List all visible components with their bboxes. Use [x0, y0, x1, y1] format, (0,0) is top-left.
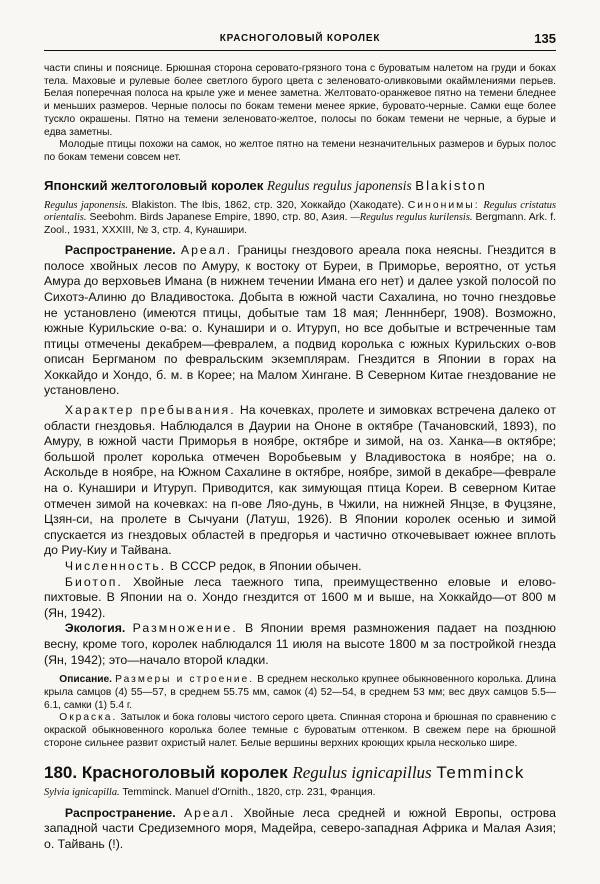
species-range-label: Ареал.	[183, 805, 236, 820]
measurements-text: В среднем несколько крупнее обыкновенного королька. Длина крыла самцов (4) 55—57, в среднем 55.75 мм, самок (4) 52—54, в среднем 53 мм; вес двух самцов 5.5—6.1, самки (1) 5.4 г.	[44, 674, 556, 711]
species-name-lat: Regulus ignicapillus	[292, 763, 432, 783]
abundance-paragraph	[44, 559, 556, 575]
synonyms-label: Синонимы:	[407, 199, 480, 211]
ecology-label: Экология.	[64, 621, 126, 636]
subspecies-description	[44, 674, 556, 750]
coloration-paragraph	[44, 712, 556, 750]
species-name-ru: Красноголовый королек	[81, 763, 288, 783]
biotope-label: Биотоп.	[64, 574, 123, 589]
description-continued-paragraph: части спины и пояснице. Брюшная сторона серовато-грязного тона с буроватым налетом на груди и боках тела. Маховые и рулевые более светлого бурого цвета с зеленовато-оливковыми окаймлениями перьев. Белая поперечная полоса на крыле уже и менее заметна. Желтовато-оранжевое пятно на темени бледнее и меньших размеров. Черные полосы по бокам темени менее яркие, буровато-черные. Самки еще более тускло окрашены. Пятно на темени зеленовато-желтое, полосы по бокам темени не черные, а бурые и едва заметны.	[44, 63, 556, 138]
range-label: Ареал.	[180, 243, 233, 258]
ecology-paragraph	[44, 621, 556, 668]
stay-text: На кочевках, пролете и зимовках встречена далеко от области гнездовья. Наблюдался в Даурии на Ононе в октябре (Тачановский, 1893), по Амуру, в южной части Приморья в ноябре, октябре и зимой, на оз. Ханка—в октябре; большой пролет королька отмечен Воробьевым у Владивостока в ноябре; на о. Аскольде в ноябре, на Южном Сахалине в октябре, ноябре, зимой в декабре—феврале на о. Кунашири и Итуруп. Приводится, как зимующая птица Кореи. В северном Китае отмечен зимой на кочевках: на п-ове Ляо-дунь, в Чжили, на нижней Янцзе, в Фуцзяне, Цзян-си, на пролете в Сычуани (Латуш, 1926). В Японии королек осенью и зимой спускается из гнездовых областей в предгорья и частично откочевывает южнее вплоть до Риу-Киу и Тайвана.	[44, 403, 557, 558]
subspecies-synonymy	[44, 200, 556, 238]
stay-label: Характер пребывания.	[64, 403, 236, 418]
species-synonym-ref: Temminck. Manuel d'Ornith., 1820, стр. 231, Франция.	[122, 787, 376, 799]
species-synonym-name: Sylvia ignicapilla.	[44, 787, 120, 799]
measurements-label: Размеры и строение.	[115, 674, 255, 686]
species-distribution-label: Распространение.	[64, 805, 176, 820]
subspecies-name-lat: Regulus regulus japonensis	[267, 177, 412, 193]
synonym-2-ref: Bergmann. Ark. f. Zool., 1931, XXXIII, № 3, стр. 4, Кунашири.	[44, 212, 557, 236]
description-label: Описание.	[59, 674, 113, 686]
coloration-label: Окраска.	[59, 712, 118, 724]
page-number: 135	[534, 31, 556, 46]
juvenile-paragraph: Молодые птицы похожи на самок, но желтое пятно на темени незначительных размеров и бурых полос по бокам темени совсем нет.	[44, 139, 556, 163]
synonym-1-name: Regulus cristatus orientalis.	[44, 199, 557, 224]
subspecies-name-ru: Японский желтоголовый королек	[44, 177, 264, 193]
species-body	[44, 806, 556, 853]
running-header	[44, 30, 556, 51]
abundance-label: Численность.	[64, 559, 167, 573]
synonym-1-ref: Seebohm. Birds Japanese Empire, 1890, стр. 80, Азия.	[89, 212, 348, 224]
species-heading	[44, 762, 556, 783]
stay-paragraph	[44, 403, 556, 559]
synonym-original-name: Regulus japonensis.	[44, 199, 128, 211]
abundance-text: В СССР редок, в Японии обычен.	[169, 559, 362, 573]
ecology-text: В Японии время размножения падает на позднюю весну, кроме того, королек наблюдался 11 июля на высоте 1800 м за постройкой гнезда (Ян, 1942); это—начало второй кладки.	[44, 621, 556, 667]
continued-description	[44, 63, 556, 165]
coloration-text: Затылок и бока головы чистого серого цвета. Спинная сторона и брюшная по сравнению с окраской обыкновенного королька более темные с буроватым оттенком. В свежем пере на брюшной стороне сильнее развит охристый налет. Белые вершины верхних кроющих крыла несколько шире.	[44, 712, 556, 749]
species-distribution-paragraph	[44, 806, 556, 853]
synonym-2-name: —Regulus regulus kurilensis.	[350, 212, 473, 224]
biotope-paragraph	[44, 575, 556, 622]
distribution-text: Границы гнездового ареала пока неясны. Гнездится в полосе хвойных лесов по Амуру, к востоку от Буреи, в Приморье, вероятно, от устья Амура до верховьев Имана (в нижнем течении Имана его нет) и далее узкой полосой по Сихотэ-Алиню до Владивостока. Добыта в южной части Сахалина, но точно гнездовье не установлено (имеются птицы, добытые там 18 мая; Ленннберг, 1908). Возможно, южные Курильские о-ва: о. Кунашири и о. Итуруп, но все добытые и встреченные там птицы отмечены декабрем—февралем, а подвид королька с южных Курильских о-вов описан Бергманом по февральским экземплярам. Гнездится в Японии в горах на Хоккайдо и Хондо, б. м. в Корее; на Малом Хингане. В Северном Китае гнездование не установлено.	[44, 243, 557, 398]
subspecies-author: Blakiston	[415, 177, 487, 193]
breeding-label: Размножение.	[132, 621, 238, 636]
species-distribution-text: Хвойные леса средней и южной Европы, острова западной части Средиземного моря, Мадейра, северо-западная Африка и Малая Азия; о. Тайвань (!).	[44, 805, 556, 852]
species-number: 180.	[44, 763, 78, 783]
book-page	[44, 30, 556, 853]
subspecies-body	[44, 243, 556, 668]
species-synonymy	[44, 787, 556, 800]
running-title: КРАСНОГОЛОВЫЙ КОРОЛЕК	[219, 33, 381, 44]
biotope-text: Хвойные леса таежного типа, преимущественно еловые и елово-пихтовые. В Японии на о. Хондо гнездится от 1600 м и выше, на Хоккайдо—от 800 м (Ян, 1942).	[44, 574, 557, 620]
measurements-paragraph	[44, 674, 556, 712]
distribution-paragraph	[44, 243, 556, 399]
subspecies-heading	[44, 178, 556, 194]
synonym-original-ref: Blakiston. The Ibis, 1862, стр. 320, Хоккайдо (Хакодате).	[131, 199, 405, 211]
distribution-label: Распространение.	[64, 243, 176, 258]
species-author: Temminck	[436, 763, 525, 783]
